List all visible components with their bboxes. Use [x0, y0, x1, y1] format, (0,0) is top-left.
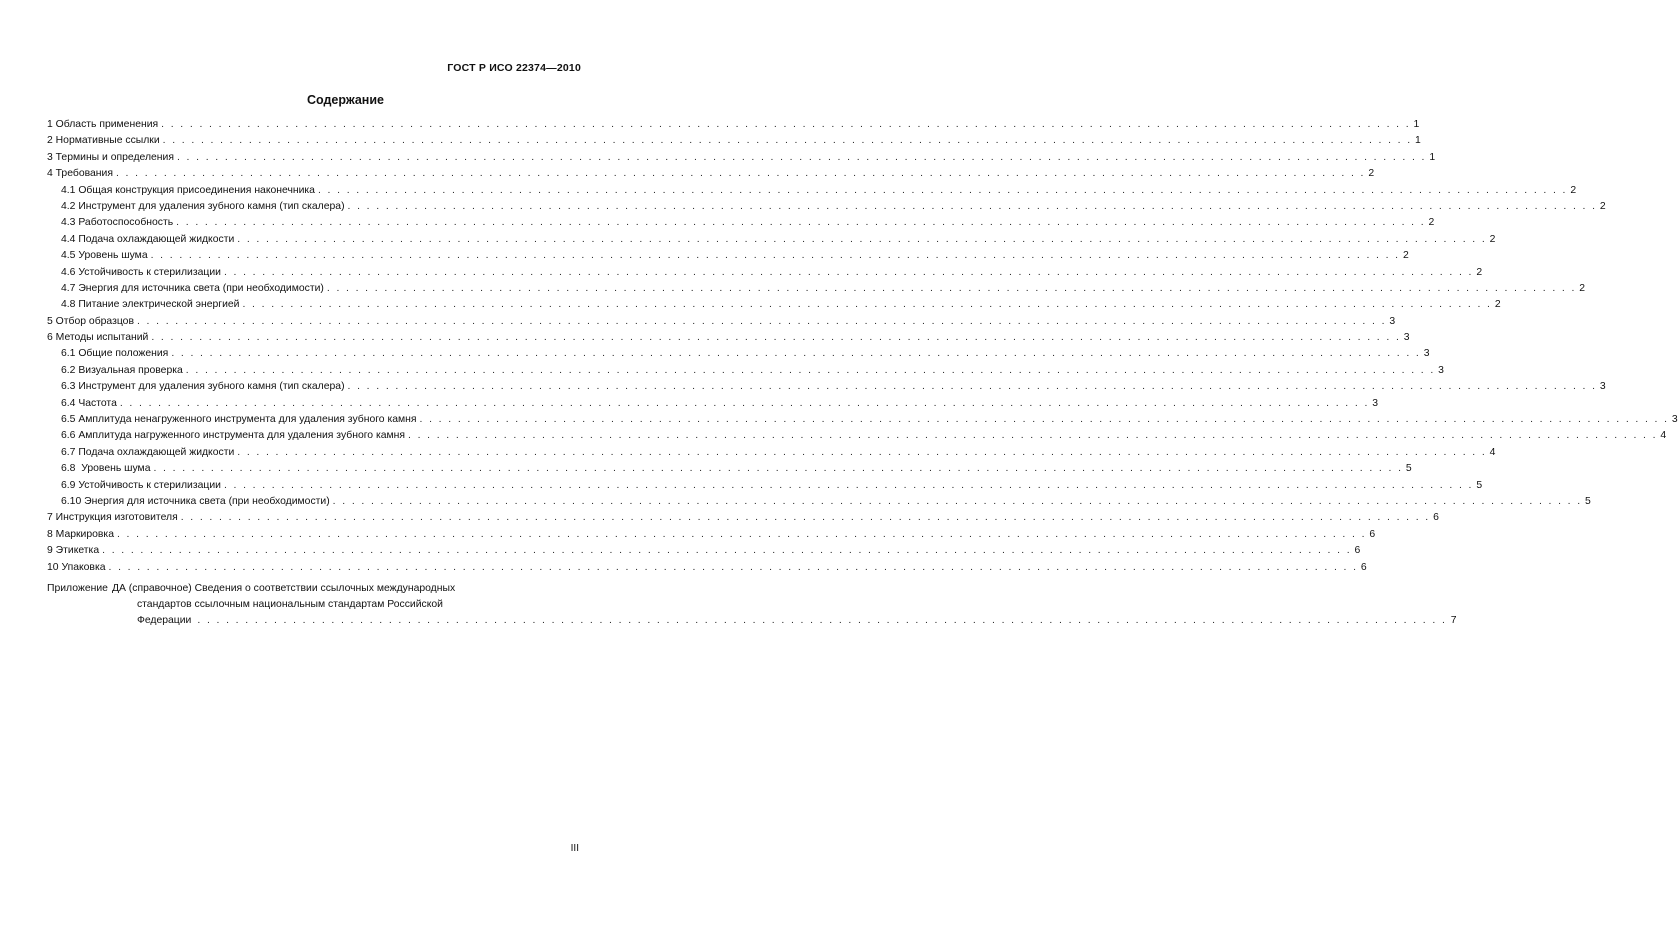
toc-entry-label: Энергия для источника света (при необходимости)	[84, 495, 330, 507]
toc-entry-label: Упаковка	[61, 561, 106, 573]
dot-leader	[161, 119, 1410, 130]
toc-entry[interactable]	[47, 479, 1483, 496]
toc-entry-label: Уровень шума	[78, 463, 151, 475]
dot-leader	[186, 365, 1435, 376]
toc-entry-label: Подача охлаждающей жидкости	[78, 446, 235, 458]
dot-leader	[153, 463, 1402, 474]
toc-entry-page: 1	[1429, 151, 1436, 163]
dot-leader	[151, 250, 1400, 261]
toc-entry-number: 6.8	[61, 463, 76, 475]
toc-entry[interactable]	[47, 381, 1606, 397]
toc-entry-page: 6	[1369, 528, 1376, 540]
toc-entry-number: 5	[47, 315, 53, 327]
toc-entry-label: Маркировка	[55, 528, 114, 540]
page-number-footer: III	[570, 843, 579, 854]
dot-leader	[176, 217, 1425, 228]
toc-entry-page: 4	[1489, 446, 1496, 458]
toc-entry-number: 4.1	[61, 184, 76, 196]
dot-leader	[116, 168, 1365, 179]
toc-entry-label: Энергия для источника света (при необходимости)	[78, 282, 324, 294]
toc-entry[interactable]	[47, 512, 1439, 528]
toc-entry-label: Инструкция изготовителя	[55, 512, 178, 524]
dot-leader	[120, 398, 1369, 409]
toc-entry-label: Термины и определения	[55, 151, 174, 163]
toc-entry-page: 4	[1660, 430, 1667, 442]
toc-entry[interactable]	[47, 266, 1483, 283]
dot-leader	[171, 348, 1420, 359]
appendix-body	[112, 581, 1461, 629]
toc-entry-number: 6.6	[61, 430, 76, 442]
toc-entry-label: Частота	[78, 397, 117, 409]
toc-entry-label: Отбор образцов	[55, 315, 134, 327]
dot-leader	[102, 545, 1351, 556]
toc-entry-number: 7	[47, 512, 53, 524]
toc-entry-label: Амплитуда ненагруженного инструмента для удаления зубного камня	[78, 414, 417, 426]
toc-entry-page: 2	[1476, 266, 1483, 278]
dot-leader	[327, 283, 1576, 294]
toc-entry-number: 8	[47, 528, 53, 540]
toc-entry[interactable]	[47, 561, 1367, 578]
toc-entry[interactable]	[47, 315, 1396, 332]
toc-entry-page: 2	[1579, 282, 1586, 294]
toc-entry-number: 4.7	[61, 282, 76, 294]
toc-entry[interactable]	[47, 348, 1430, 364]
toc-entry-number: 9	[47, 545, 53, 557]
dot-leader	[237, 234, 1486, 245]
toc-entry-page: 3	[1599, 381, 1606, 393]
dot-leader	[109, 562, 1358, 573]
toc-entry-page: 6	[1360, 561, 1367, 573]
toc-entry-page: 2	[1402, 250, 1409, 262]
document-header: ГОСТ Р ИСО 22374—2010	[447, 62, 581, 74]
dot-leader	[348, 201, 1597, 212]
toc-entry-label: Визуальная проверка	[78, 364, 183, 376]
dot-leader	[163, 135, 1412, 146]
toc-entry[interactable]	[47, 364, 1444, 381]
toc-entry-number: 6.4	[61, 397, 76, 409]
dot-leader	[333, 496, 1582, 507]
toc-entry[interactable]	[47, 430, 1667, 446]
toc-entry[interactable]	[47, 545, 1361, 561]
toc-entry-number: 10	[47, 561, 59, 573]
toc-entry-label: Нормативные ссылки	[55, 135, 160, 147]
appendix-line-3-text: Федерации	[136, 614, 192, 626]
toc-entry-page: 1	[1415, 135, 1421, 147]
toc-entry-label: Общая конструкция присоединения наконечника	[78, 184, 315, 196]
toc-entry[interactable]	[47, 299, 1501, 315]
toc-entry[interactable]	[47, 151, 1436, 168]
toc-entry[interactable]	[47, 282, 1586, 299]
toc-entry-label: Область применения	[55, 119, 159, 130]
toc-entry-number: 4.3	[61, 217, 76, 229]
toc-entry-number: 6	[47, 332, 53, 344]
toc-entry-number: 6.1	[61, 348, 76, 360]
toc-entry-page: 5	[1405, 463, 1412, 475]
toc-entry-page: 2	[1494, 299, 1501, 311]
page-title: Содержание	[306, 93, 384, 107]
toc-entry-page: 3	[1438, 364, 1444, 376]
toc-entry-page: 3	[1423, 348, 1430, 360]
toc-entry-label: Инструмент для удаления зубного камня (тип скалера)	[78, 381, 345, 393]
toc-entry-label: Устойчивость к стерилизации	[78, 266, 221, 278]
toc-entry-page: 3	[1389, 315, 1396, 327]
toc-entry-page: 5	[1476, 479, 1483, 491]
toc-entry-page: 2	[1599, 200, 1606, 212]
toc-entry[interactable]	[47, 332, 1410, 348]
dot-leader	[137, 316, 1386, 327]
toc-entry[interactable]	[47, 495, 1591, 512]
dot-leader	[242, 299, 1491, 310]
toc-entry-page: 2	[1570, 184, 1577, 196]
toc-entry-page: 3	[1671, 414, 1678, 426]
dot-leader	[197, 613, 1446, 629]
toc-entry-page: 2	[1428, 217, 1435, 229]
appendix-line-3	[112, 613, 1461, 629]
toc-entry-number: 4.5	[61, 250, 76, 262]
dot-leader	[224, 267, 1473, 278]
dot-leader	[348, 381, 1597, 392]
toc-appendix-entry[interactable]	[47, 581, 1457, 629]
toc-entry-number: 3	[47, 151, 53, 163]
toc-entry[interactable]	[47, 463, 1412, 479]
toc-entry-number: 6.10	[61, 495, 82, 507]
dot-leader	[117, 529, 1366, 540]
toc-entry-page: 3	[1372, 397, 1379, 409]
toc-entry-number: 4	[47, 168, 53, 180]
dot-leader	[224, 480, 1473, 491]
appendix-line-1: ДА (справочное) Сведения о соответствии ссылочных международных	[111, 582, 456, 594]
toc-entry-label: Амплитуда нагруженного инструмента для удаления зубного камня	[78, 430, 406, 442]
toc-entry-label: Инструмент для удаления зубного камня (тип скалера)	[78, 200, 345, 212]
toc-entry-number: 1	[47, 119, 53, 130]
toc-entry-number: 6.9	[61, 479, 76, 491]
toc-entry-page: 6	[1433, 512, 1439, 524]
toc-entry-label: Методы испытаний	[55, 332, 149, 344]
toc-entry-label: Уровень шума	[78, 250, 148, 262]
dot-leader	[181, 512, 1430, 523]
appendix-page-number: 7	[1450, 614, 1457, 626]
dot-leader	[177, 152, 1426, 163]
toc-entry-number: 4.6	[61, 266, 76, 278]
toc-entry[interactable]	[47, 233, 1496, 250]
toc-entry-page: 6	[1354, 545, 1361, 557]
toc-entry[interactable]	[47, 217, 1435, 233]
toc-entry-page: 1	[1413, 119, 1420, 130]
toc-entry[interactable]	[47, 200, 1606, 217]
dot-leader	[237, 447, 1486, 458]
table-of-contents	[47, 119, 1678, 629]
toc-entry-number: 6.5	[61, 414, 76, 426]
toc-entry-label: Питание электрической энергией	[78, 299, 240, 311]
toc-entry-number: 4.4	[61, 233, 76, 245]
toc-entry-page: 3	[1403, 332, 1410, 344]
dot-leader	[420, 414, 1669, 425]
toc-entry-label: Работоспособность	[78, 217, 174, 229]
toc-entry[interactable]	[47, 446, 1496, 463]
toc-rows	[47, 119, 1678, 578]
toc-entry-number: 6.3	[61, 381, 76, 393]
appendix-head: Приложение	[47, 582, 108, 594]
toc-entry-label: Подача охлаждающей жидкости	[78, 233, 235, 245]
toc-entry[interactable]	[47, 397, 1379, 414]
toc-entry-label: Этикетка	[55, 545, 100, 557]
dot-leader	[318, 185, 1567, 196]
toc-entry-number: 4.2	[61, 200, 76, 212]
toc-entry-page: 2	[1489, 233, 1496, 245]
toc-entry-label: Устойчивость к стерилизации	[78, 479, 221, 491]
toc-entry[interactable]	[47, 168, 1375, 184]
toc-entry[interactable]	[47, 528, 1376, 545]
dot-leader	[151, 332, 1400, 343]
toc-entry[interactable]	[47, 184, 1577, 201]
toc-entry[interactable]	[47, 414, 1678, 430]
toc-entry-number: 2	[47, 135, 53, 147]
dot-leader	[408, 430, 1657, 441]
toc-entry-label: Требования	[55, 168, 113, 180]
toc-entry-number: 4.8	[61, 299, 76, 311]
toc-entry-page: 2	[1368, 168, 1375, 180]
toc-entry[interactable]	[47, 135, 1421, 151]
appendix-line-2: стандартов ссылочным национальным стандартам Российской	[136, 598, 443, 610]
toc-entry[interactable]	[47, 119, 1420, 135]
toc-entry-number: 6.7	[61, 446, 76, 458]
toc-entry[interactable]	[47, 250, 1409, 266]
toc-entry-label: Общие положения	[78, 348, 169, 360]
toc-entry-page: 5	[1585, 495, 1591, 507]
toc-entry-number: 6.2	[61, 364, 76, 376]
